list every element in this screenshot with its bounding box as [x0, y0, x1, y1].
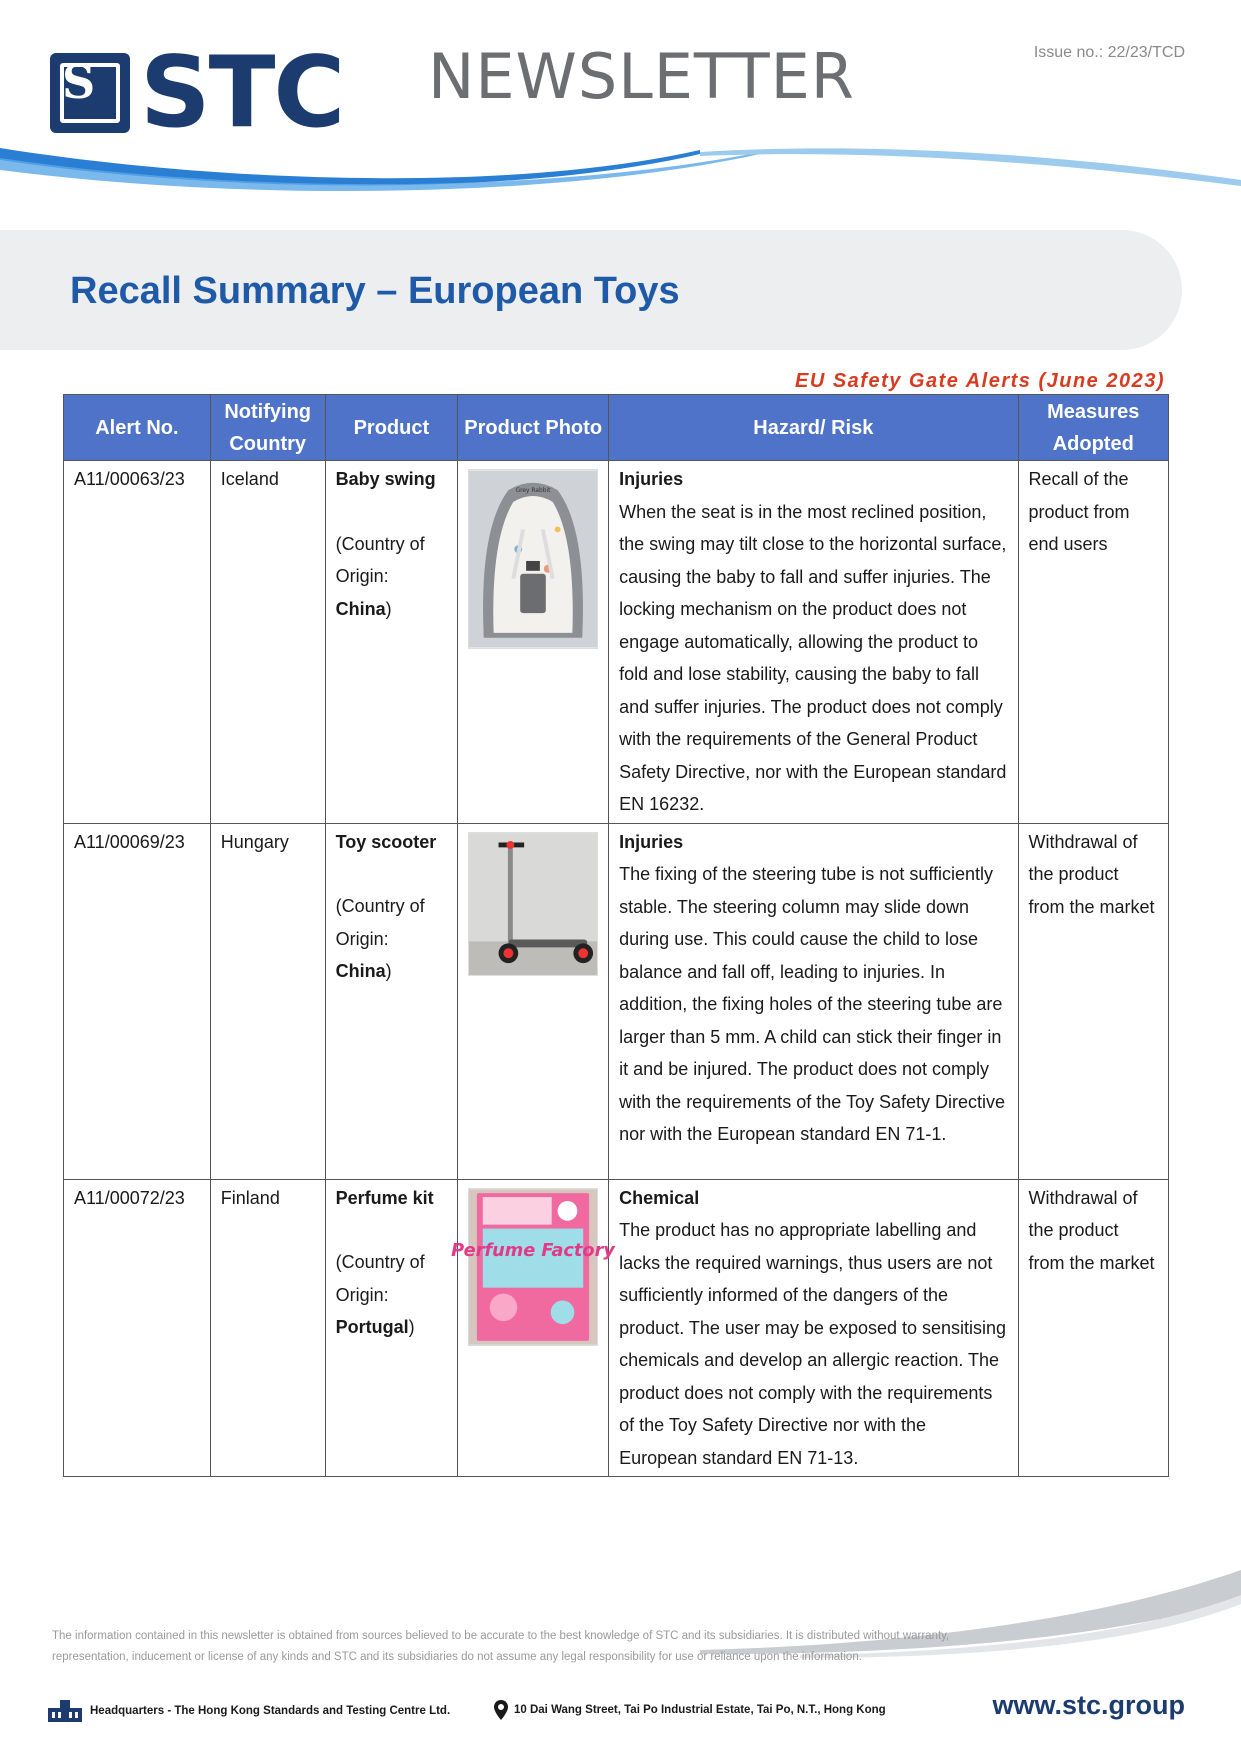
product-cell — [325, 461, 458, 824]
header-alert-no: Alert No. — [64, 395, 211, 461]
table-row — [64, 461, 1169, 824]
hazard-title: Injuries — [619, 469, 684, 489]
building-icon — [48, 1700, 82, 1722]
perfume-box-text: Perfume Factory — [451, 1240, 616, 1261]
header-country: Notifying Country — [210, 395, 325, 461]
origin-close: ) — [385, 961, 392, 981]
measures-adopted: Withdrawal of the product from the market — [1018, 823, 1169, 1179]
product-photo-cell — [458, 823, 609, 1179]
notifying-country: Finland — [210, 1179, 325, 1477]
hazard-cell — [609, 823, 1018, 1179]
baby-swing-photo — [468, 469, 598, 649]
origin-country: China — [335, 961, 386, 981]
hazard-text: When the seat is in the most reclined position, the swing may tilt close to the horizontal surface, causing the baby to fall and suffer injuries. The locking mechanism on the product does not engage automatically, allowing the product to fold and lose stability, causing the baby to fall and suffer injuries. The product does not comply with the requirements of the General Product Safety Directive, nor with the European standard EN 16232. — [619, 501, 1007, 814]
header-measures: Measures Adopted — [1018, 395, 1169, 461]
newsletter-title: NEWSLETTER — [428, 40, 855, 113]
website-link[interactable]: www.stc.group — [992, 1690, 1185, 1720]
table-header-row — [64, 395, 1169, 461]
origin-country: Portugal — [335, 1317, 409, 1337]
location-pin-icon — [494, 1700, 508, 1720]
hazard-cell — [609, 1179, 1018, 1477]
issue-number: Issue no.: 22/23/TCD — [1033, 44, 1185, 61]
headquarters — [48, 1700, 450, 1722]
recall-table — [63, 394, 1169, 1477]
origin-label: (Country of Origin: — [335, 896, 425, 949]
title-banner — [0, 230, 1182, 350]
origin-label: (Country of Origin: — [335, 533, 425, 586]
product-cell — [325, 1179, 458, 1477]
header-wave-decoration — [0, 140, 1241, 200]
address — [494, 1700, 886, 1720]
header-product: Product — [325, 395, 458, 461]
table-row — [64, 1179, 1169, 1477]
hazard-title: Injuries — [619, 831, 684, 852]
alerts-subtitle: EU Safety Gate Alerts (June 2023) — [795, 370, 1165, 392]
alert-no: A11/00069/23 — [64, 823, 211, 1179]
stc-logo — [50, 36, 344, 150]
product-name: Baby swing — [335, 469, 436, 489]
product-cell — [325, 823, 458, 1179]
origin-close: ) — [408, 1317, 415, 1337]
origin-country: China — [335, 598, 386, 619]
alert-no: A11/00063/23 — [64, 461, 211, 824]
origin-close: ) — [385, 598, 392, 619]
header-hazard: Hazard/ Risk — [609, 395, 1018, 461]
product-name: Perfume kit — [335, 1187, 434, 1208]
svg-text:Grey Rabbit: Grey Rabbit — [515, 488, 551, 495]
hazard-title: Chemical — [619, 1187, 700, 1208]
hazard-text: The fixing of the steering tube is not sufficiently stable. The steering column may slide down during use. This could cause the child to lose balance and fall off, leading to injuries. In addition, the fixing holes of the steering tube are larger than 5 mm. A child can stick their finger in it and be injured. The product does not comply with the requirements of the Toy Safety Directive nor with the European standard EN 71-1. — [619, 864, 1006, 1144]
product-name: Toy scooter — [335, 831, 437, 852]
disclaimer: The information contained in this newsletter is obtained from sources believed to be accurate to the best knowledge of STC and its subsidiaries. It is distributed without warranty, representation, inducement or license of any kinds and STC and its subsidiaries do not assume any legal responsibility for use or reliance upon the information. — [52, 1630, 950, 1663]
notifying-country: Iceland — [210, 461, 325, 824]
hq-text: Headquarters - The Hong Kong Standards and Testing Centre Ltd. — [90, 1705, 451, 1717]
product-photo-cell — [451, 1179, 616, 1477]
hazard-cell — [609, 461, 1018, 824]
notifying-country: Hungary — [210, 823, 325, 1179]
logo-text: STC — [140, 36, 344, 150]
address-text: 10 Dai Wang Street, Tai Po Industrial Estate, Tai Po, N.T., Hong Kong — [514, 1704, 886, 1716]
page-title: Recall Summary – European Toys — [70, 270, 680, 312]
toy-scooter-photo — [468, 832, 598, 976]
stc-logo-icon: S — [50, 53, 130, 133]
product-photo-cell — [458, 461, 609, 824]
origin-label: (Country of Origin: — [335, 1252, 425, 1305]
hazard-text: The product has no appropriate labelling and lacks the required warnings, thus users are not sufficiently informed of the dangers of the product. The user may be exposed to sensitising chemicals and develop an allergic reaction. The product does not comply with the requirements of the Toy Safety Directive nor with the European standard EN 71-13. — [619, 1220, 1007, 1468]
header-photo: Product Photo — [458, 395, 609, 461]
measures-adopted: Withdrawal of the product from the market — [1018, 1179, 1169, 1477]
table-row — [64, 823, 1169, 1179]
alert-no: A11/00072/23 — [64, 1179, 211, 1477]
perfume-kit-photo — [451, 1188, 616, 1346]
measures-adopted: Recall of the product from end users — [1018, 461, 1169, 824]
